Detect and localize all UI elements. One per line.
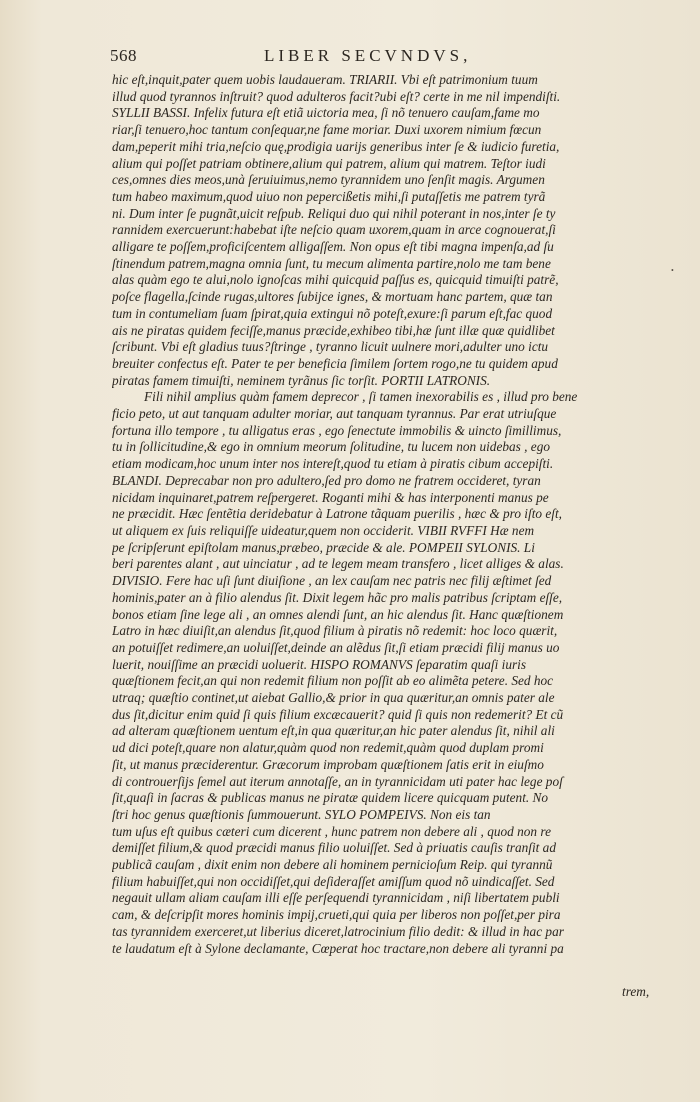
text-line: rannidem exercuerunt:habebat iſte neſcio quam uxorem,quam in arce cognouerat,ſi (112, 222, 556, 238)
margin-dot: • (671, 266, 674, 275)
text-line: riar,ſi tenuero,hoc tantum conſequar,ne fame moriar. Duxi uxorem nimium fœcun (112, 122, 542, 138)
text-line: breuiter confectus eſt. Pater te per beneficia ſimilem ſortem rogo,ne tu quidem apud (112, 355, 558, 371)
text-line: ces,omnes dies meos,unà ſeruiuimus,nemo tyrannidem uno ſenſit magis. Argumen (112, 172, 545, 188)
text-line: SYLLII BASSI. Infelix futura eſt etiã uictoria mea, ſi nõ tenuero cauſam,fame mo (112, 105, 540, 121)
text-line: ne præcidit. Hæc ſentẽtia deridebatur à Latrone tãquam puerilis , hæc & pro iſto eſt, (112, 506, 562, 522)
text-line: alligare te poſſem,proficiſcentem alligaſſem. Non opus eſt tibi magna impenſa,ad ſu (112, 239, 554, 255)
text-line: Fili nihil amplius quàm famem deprecor , ſi tamen inexorabilis es , illud pro bene (144, 389, 578, 405)
text-line: ais ne piratas quidem feciſſe,manus præcide,exhibeo tibi,hæ ſunt illæ quæ quidlibet (112, 322, 555, 338)
text-line: ſit, ut manus præciderentur. Græcorum improbam quæſtionem ſatis erit in eiuſmo (112, 756, 544, 772)
body-text-block (112, 72, 684, 957)
running-title: LIBER SECVNDVS, (264, 46, 472, 65)
catchword: trem, (622, 984, 650, 999)
text-line: piratas famem timuiſti, neminem tyrãnus ſic torſit. PORTII LATRONIS. (112, 372, 491, 388)
text-line: bonos etiam ſine lege ali , an omnes alendi ſunt, an hic alendus ſit. Hanc quæſtionem (112, 606, 564, 622)
text-line: ni. Dum inter ſe pugnãt,uicit reſpub. Reliqui duo qui nihil poterant in nos,inter ſe ty (112, 205, 556, 221)
text-line: an potuiſſet redimere,an uoluiſſet,deinde an alẽdus ſit,ſi etiam præcidi filij manus uo (112, 639, 560, 655)
text-line: ficio peto, ut aut tanquam adulter moriar, aut tanquam tyrannus. Par erat utriuſque (112, 406, 557, 422)
text-line: ud dici poteſt,quare non alatur,quàm quod non redemit,quàm quod duplam promi (112, 740, 544, 756)
text-line: ſit,quaſi in ſacras & publicas manus ne piratæ quidem licere quicquam putent. No (112, 790, 549, 806)
text-line: ſtri hoc genus quæſtionis ſummouerunt. SYLO POMPEIVS. Non eis tan (112, 806, 491, 822)
text-line: quæſtionem fecit,an qui non redemit filium non poſſit ab eo alimẽta petere. Sed hoc (112, 673, 554, 689)
text-line: fortuna illo tempore , tu alligatus eras , ego ſenectute immobilis & uincto ſimillimus, (112, 422, 562, 438)
page-header (110, 46, 660, 70)
text-line: nicidam inquinaret,patrem reſpergeret. Roganti mihi & has interponenti manus pe (112, 489, 549, 505)
text-line: tum uſus eſt quibus cæteri cum dicerent , hunc patrem non debere ali , quod non re (112, 823, 551, 839)
text-line: BLANDI. Deprecabar non pro adultero,ſed pro domo ne fratrem occideret, tyran (112, 472, 541, 488)
text-line: DIVISIO. Fere hac uſi ſunt diuiſione , an lex cauſam nec patris nec filij æſtimet ſed (112, 573, 552, 589)
text-line: ut aliquem ex ſuis reliquiſſe uideatur,quem non occiderit. VIBII RVFFI Hæ nem (112, 522, 535, 538)
text-line: ſtinendum patrem,magna omnia ſunt, tu mecum alimenta partire,nolo me tam bene (112, 255, 551, 271)
text-line: dus ſit,dicitur enim quid ſi quis filium excæcauerit? quid ſi quis non redemerit? Et cũ (112, 706, 564, 722)
text-line: tu in ſollicitudine,& ego in omnium meorum ſolitudine, tu lucem non uidebas , ego (112, 439, 551, 455)
text-line: hic eſt,inquit,pater quem uobis laudaueram. TRIARII. Vbi eſt patrimonium tuum (112, 72, 538, 87)
text-line: ad alteram quæſtionem uentum eſt,in qua quæritur,an hic pater alendus ſit, nihil ali (112, 723, 555, 739)
text-line: publicã cauſam , dixit enim non debere ali hominem pernicioſum Reip. qui tyrannũ (112, 857, 553, 873)
text-line: pe ſcripſerunt epiſtolam manus,præbeo, præcide & ale. POMPEII SYLONIS. Li (112, 539, 535, 555)
text-line: filium habuiſſet,qui non occidiſſet,qui deſideraſſet amiſſum quod nõ uindicaſſet. Sed (112, 873, 555, 889)
text-line: tum habeo maximum,quod uiuo non pepercißetis mihi,ſi putaſſetis me patrem tyrã (112, 188, 546, 204)
text-line: ſcribunt. Vbi eſt gladius tuus?ſtringe , tyranno licuit uulnere mori,adulter uno ictu (112, 339, 549, 355)
page-number: 568 (110, 46, 137, 65)
text-line: luerit, nouiſſime an præcidi uoluerit. HISPO ROMANVS ſeparatim quaſi iuris (112, 656, 527, 672)
text-line: negauit ullam aliam cauſam illi eſſe perſequendi tyrannicidam , niſi libertatem publi (112, 890, 560, 906)
text-line: beri parentes alant , aut uinciatur , ad te legem meam transfero , licet alliges & alas. (112, 556, 564, 572)
text-line: dam,peperit mihi tria,neſcio quę,prodigia uarijs generibus inter ſe & iudicio furetia, (112, 138, 560, 154)
text-line: tum in contumeliam ſuam ſpirat,quia extingui nõ poteſt,exure:ſi parum eſt,fac quod (112, 305, 553, 321)
text-line: poſce flagella,ſcinde rugas,ultores ſubijce ignes, & mortuam hanc partem, quæ tan (112, 289, 553, 305)
text-line: etiam modicam,hoc unum inter nos intereſt,quod tu etiam à piratis cibum accepiſti. (112, 456, 554, 472)
text-line: Latro in hæc diuiſit,an alendus ſit,quod filium à piratis nõ redemit: hoc loco quærit, (112, 623, 558, 639)
text-line: tas tyrannidem exerceret,ut liberius diceret,latrocinium filio dedit: & illud in hac par (112, 923, 564, 939)
text-line: di controuerſijs ſemel aut iterum annotaſſe, an in tyrannicidam uti pater hac lege poſ (112, 773, 563, 789)
text-line: hominis,pater an à filio alendus ſit. Dixit legem hãc pro malis patribus ſcriptam eſſe, (112, 589, 563, 605)
text-line: alium qui poſſet patriam obtinere,alium qui patrem, alium qui matrem. Teſtor iudi (112, 155, 546, 171)
text-line: demiſſet filium,& quod præcidi manus filio uoluiſſet. Sed à priuatis cauſis tranſit ad (112, 840, 556, 856)
text-line: alas quàm ego te alui,nolo ignoſcas mihi quicquid paſſus es, quicquid timuiſti patrẽ, (112, 272, 559, 288)
text-line: utraq; quæſtio continet,ut aiebat Gallio,& prior in qua quæritur,an omnis pater ale (112, 690, 555, 706)
text-line: cam, & deſcripſit mores hominis impij,crueti,qui quia per liberos non poſſet,per pira (112, 907, 561, 923)
text-line: te laudatum eſt à Sylone declamante, Cœperat hoc tractare,non debere ali tyranni pa (112, 940, 564, 956)
text-line: illud quod tyrannos inſtruit? quod adulteros facit?ubi eſt? certe in me nil impendiſti. (112, 88, 561, 104)
